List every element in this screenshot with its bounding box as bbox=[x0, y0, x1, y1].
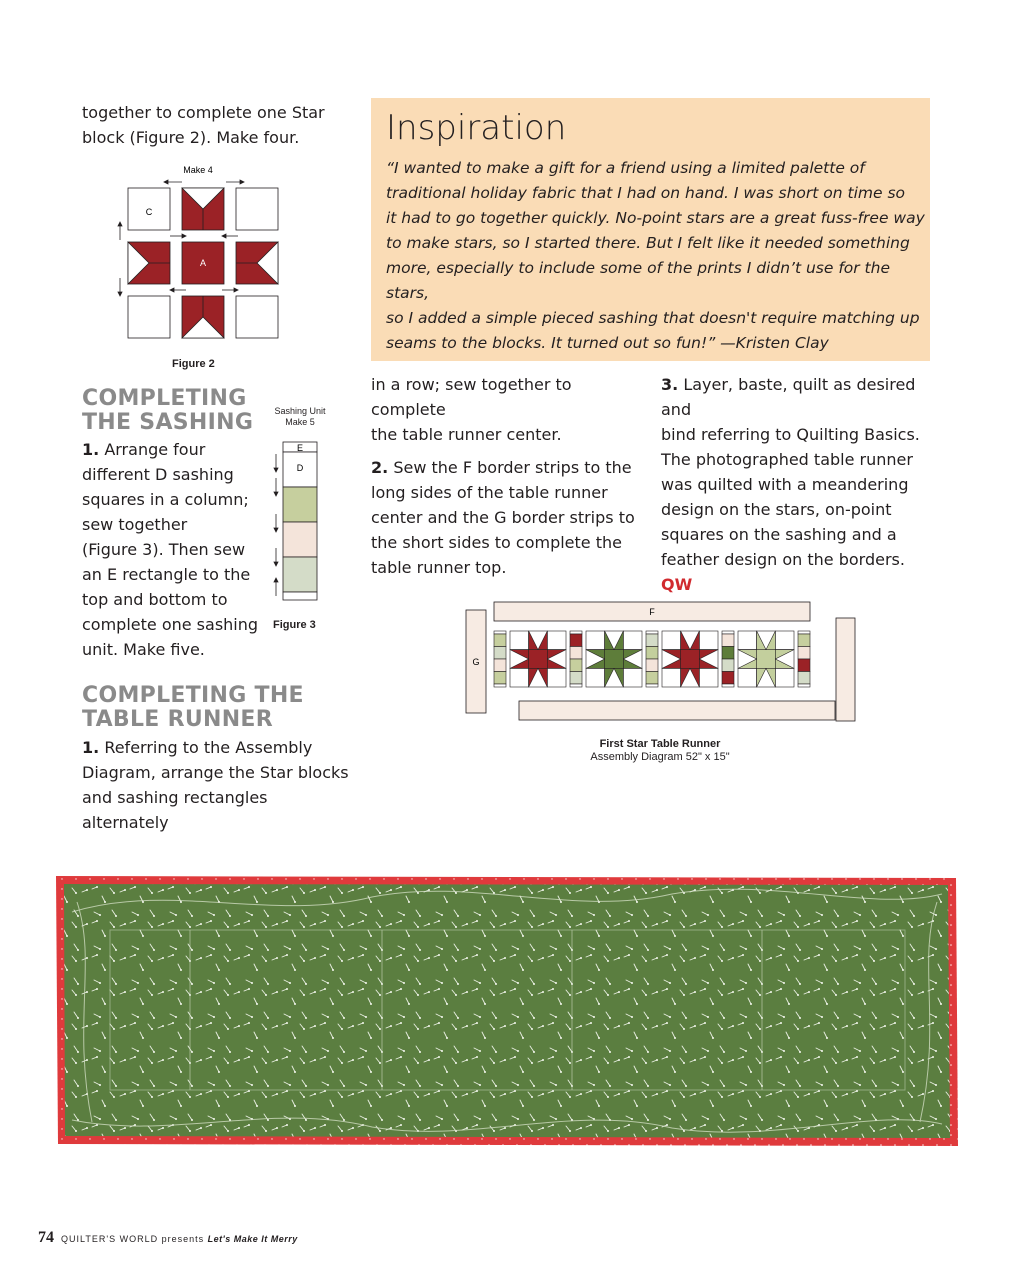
sashing-e-bottom bbox=[494, 684, 506, 687]
sashing-square bbox=[646, 672, 658, 685]
sashing-e-top bbox=[722, 631, 734, 634]
star-block-cell bbox=[738, 631, 757, 650]
figure2-label-a: A bbox=[199, 258, 207, 268]
step-number: 1. bbox=[82, 738, 100, 757]
sashing-square bbox=[570, 659, 582, 672]
page-footer bbox=[38, 1229, 298, 1247]
sashing-square bbox=[494, 659, 506, 672]
star-block-cell bbox=[547, 668, 566, 687]
quote-line: so I added a simple pieced sashing that doesn't require matching up bbox=[386, 309, 920, 327]
quilt-top bbox=[64, 884, 950, 1138]
step-line: top and bottom to bbox=[82, 590, 228, 609]
col2-line: center and the G border strips to bbox=[371, 508, 635, 527]
step-number: 1. bbox=[82, 440, 100, 459]
inspiration-title: Inspiration bbox=[386, 108, 567, 148]
star-center bbox=[681, 650, 700, 669]
assembly-label-g: G bbox=[472, 657, 480, 667]
sashing-square bbox=[494, 647, 506, 660]
figure2-label-c: C bbox=[145, 207, 153, 217]
sashing-square bbox=[798, 634, 810, 647]
runner-center bbox=[494, 631, 810, 687]
step-line: different D sashing bbox=[82, 465, 234, 484]
star-block-cell bbox=[662, 631, 681, 650]
sashing-e-top bbox=[646, 631, 658, 634]
col2-line: the table runner center. bbox=[371, 425, 562, 444]
quote-line: seams to the blocks. It turned out so fun!” —Kristen Clay bbox=[386, 334, 829, 352]
sashing-square bbox=[646, 647, 658, 660]
sashing-square bbox=[646, 659, 658, 672]
col2-line: in a row; sew together to complete bbox=[371, 375, 572, 419]
runner-heading bbox=[82, 684, 342, 732]
quote-line: traditional holiday fabric that I had on hand. I was short on time so bbox=[386, 184, 906, 202]
sashing-square bbox=[722, 672, 734, 685]
quote-line: it had to go together quickly. No-point stars are a great fuss-free way bbox=[386, 209, 925, 227]
sashing-square bbox=[570, 634, 582, 647]
col1-intro-text bbox=[82, 100, 352, 150]
star-block-cell bbox=[699, 668, 718, 687]
quote-line: to make stars, so I started there. But I felt like it needed something bbox=[386, 234, 910, 252]
star-center bbox=[605, 650, 624, 669]
intro-line: block (Figure 2). Make four. bbox=[82, 128, 300, 147]
star-block-cell bbox=[662, 668, 681, 687]
qw-end-mark: QW bbox=[661, 575, 693, 594]
col2-line: long sides of the table runner bbox=[371, 483, 608, 502]
border-g-right bbox=[836, 618, 855, 721]
assembly-caption bbox=[560, 738, 760, 764]
quilt-photo bbox=[52, 872, 960, 1150]
step-line: complete one sashing bbox=[82, 615, 259, 634]
figure3-label-e: E bbox=[296, 443, 304, 453]
sashing-heading-line: COMPLETING bbox=[82, 386, 247, 411]
sashing-e-bottom bbox=[646, 684, 658, 687]
step-line: (Figure 3). Then sew bbox=[82, 540, 246, 559]
sashing-heading bbox=[82, 387, 272, 435]
star-center bbox=[529, 650, 548, 669]
sashing-square bbox=[722, 659, 734, 672]
figure-3-diagram bbox=[270, 440, 330, 605]
figure3-unit-text: Sashing Unit bbox=[274, 406, 326, 416]
figure3-label-d: D bbox=[296, 463, 304, 473]
assembly-diagram bbox=[460, 596, 860, 726]
sashing-heading-line: THE SASHING bbox=[82, 410, 254, 435]
star-block-cell bbox=[586, 631, 605, 650]
assembly-label-f: F bbox=[649, 607, 655, 617]
border-f-bottom bbox=[519, 701, 835, 720]
star-block-cell bbox=[586, 668, 605, 687]
star-block-cell bbox=[510, 631, 529, 650]
star-center bbox=[757, 650, 776, 669]
step-line: Diagram, arrange the Star blocks bbox=[82, 763, 349, 782]
step-line: Arrange four bbox=[104, 440, 206, 459]
col3-text bbox=[661, 372, 936, 597]
col3-line: bind referring to Quilting Basics. bbox=[661, 425, 920, 444]
col2-line: Sew the F border strips to the bbox=[393, 458, 632, 477]
col3-line: feather design on the borders. bbox=[661, 550, 905, 569]
sashing-square bbox=[722, 634, 734, 647]
assembly-title: First Star Table Runner bbox=[599, 738, 721, 750]
star-block-cell bbox=[510, 668, 529, 687]
star-block-cell bbox=[775, 668, 794, 687]
sashing-square bbox=[494, 634, 506, 647]
sashing-square bbox=[570, 647, 582, 660]
step-line: unit. Make five. bbox=[82, 640, 205, 659]
col3-line: squares on the sashing and a bbox=[661, 525, 897, 544]
sashing-e-bottom bbox=[722, 684, 734, 687]
step-line: and sashing rectangles alternately bbox=[82, 788, 268, 832]
sashing-e-top bbox=[798, 631, 810, 634]
book-title: Let's Make It Merry bbox=[207, 1234, 298, 1244]
sashing-e-top bbox=[570, 631, 582, 634]
sashing-square bbox=[570, 672, 582, 685]
page-number: 74 bbox=[38, 1229, 54, 1246]
figure2-make-label: Make 4 bbox=[183, 165, 213, 175]
step-line: sew together bbox=[82, 515, 188, 534]
inspiration-box bbox=[371, 98, 930, 361]
sashing-square bbox=[494, 672, 506, 685]
col2-line: the short sides to complete the bbox=[371, 533, 622, 552]
step-line: Referring to the Assembly bbox=[104, 738, 313, 757]
assembly-subtitle: Assembly Diagram 52" x 15" bbox=[590, 751, 730, 763]
sashing-step-1 bbox=[82, 437, 272, 662]
col3-line: design on the stars, on-point bbox=[661, 500, 892, 519]
star-block-cell bbox=[699, 631, 718, 650]
runner-step-1 bbox=[82, 735, 352, 835]
col2-text bbox=[371, 372, 651, 580]
col3-line: The photographed table runner bbox=[661, 450, 913, 469]
runner-heading-line: COMPLETING THE bbox=[82, 683, 304, 708]
sashing-e-bottom bbox=[570, 684, 582, 687]
step-line: squares in a column; bbox=[82, 490, 249, 509]
intro-line: together to complete one Star bbox=[82, 103, 325, 122]
col2-line: table runner top. bbox=[371, 558, 507, 577]
step-line: an E rectangle to the bbox=[82, 565, 251, 584]
quote-line: “I wanted to make a gift for a friend using a limited palette of bbox=[386, 159, 865, 177]
sashing-square bbox=[798, 659, 810, 672]
sashing-square bbox=[646, 634, 658, 647]
runner-heading-line: TABLE RUNNER bbox=[82, 707, 273, 732]
sashing-e-top bbox=[494, 631, 506, 634]
star-block-cell bbox=[623, 668, 642, 687]
sashing-e-bottom bbox=[798, 684, 810, 687]
figure-2-caption: Figure 2 bbox=[172, 358, 215, 370]
quote-line: more, especially to include some of the prints I didn’t use for the stars, bbox=[386, 259, 890, 302]
sashing-square bbox=[722, 647, 734, 660]
col3-line: Layer, baste, quilt as desired and bbox=[661, 375, 916, 419]
step-number: 3. bbox=[661, 375, 679, 394]
star-block-cell bbox=[775, 631, 794, 650]
figure-3-caption: Figure 3 bbox=[273, 619, 316, 631]
sashing-square bbox=[798, 647, 810, 660]
sashing-square bbox=[798, 672, 810, 685]
publication-name: QUILTER'S WORLD presents bbox=[61, 1234, 205, 1244]
star-block-cell bbox=[738, 668, 757, 687]
figure-2-diagram bbox=[112, 162, 292, 352]
step-number: 2. bbox=[371, 458, 389, 477]
col3-line: was quilted with a meandering bbox=[661, 475, 909, 494]
figure3-unit-label bbox=[264, 406, 336, 428]
star-block-cell bbox=[547, 631, 566, 650]
figure3-make-text: Make 5 bbox=[285, 417, 315, 427]
star-block-cell bbox=[623, 631, 642, 650]
inspiration-quote bbox=[386, 156, 926, 356]
